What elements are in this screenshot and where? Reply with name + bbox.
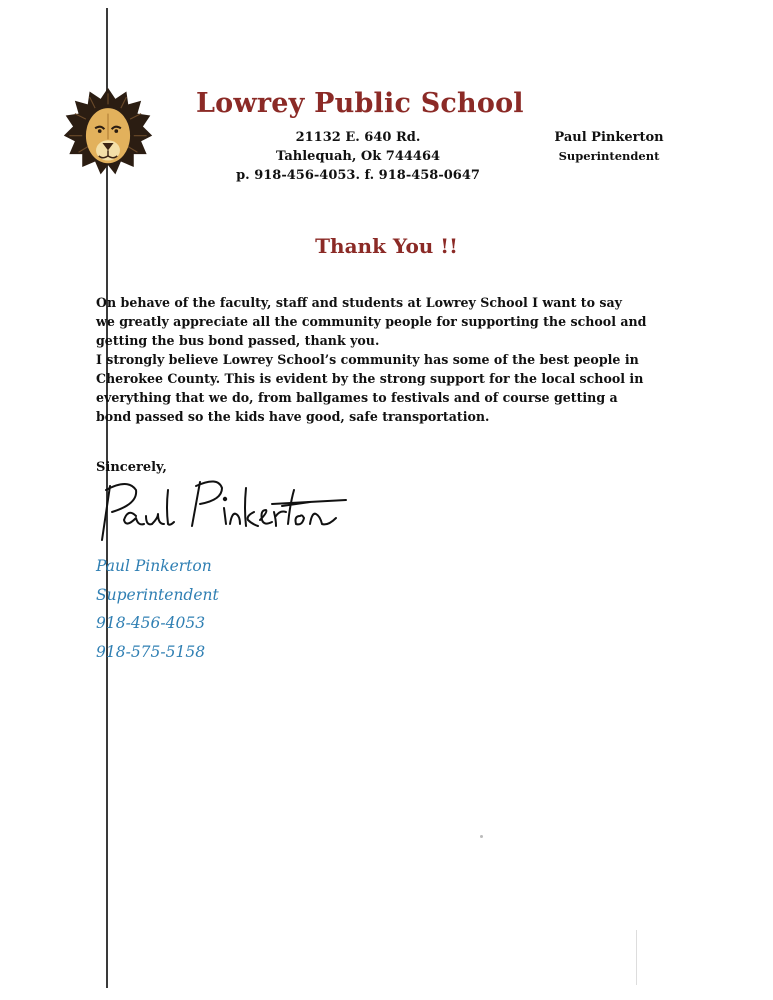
signer-phone-1: 918-456-4053 (96, 614, 206, 632)
lion-head-icon (62, 86, 154, 178)
handwritten-signature (96, 468, 356, 548)
body-line: bond passed so the kids have good, safe transportation. (96, 409, 490, 424)
signer-name: Paul Pinkerton (96, 557, 212, 575)
closing: Sincerely, (96, 460, 167, 475)
body-line: I strongly believe Lowrey School’s community has some of the best people in (96, 352, 639, 367)
body-line: On behave of the faculty, staff and students at Lowrey School I want to say (96, 295, 622, 310)
letterhead-contact (536, 128, 682, 166)
letter-heading: Thank You !! (315, 234, 458, 258)
scan-speck (480, 835, 483, 838)
address-city: Tahlequah, Ok 744464 (275, 149, 441, 164)
school-address (200, 128, 516, 185)
scan-edge-line (636, 930, 637, 985)
body-line: everything that we do, from ballgames to festivals and of course getting a (96, 390, 618, 405)
body-line: getting the bus bond passed, thank you. (96, 333, 380, 348)
body-line: we greatly appreciate all the community people for supporting the school and (96, 314, 647, 329)
school-name: Lowrey Public School (196, 88, 524, 119)
signer-title: Superintendent (96, 585, 219, 604)
contact-name: Paul Pinkerton (554, 130, 664, 145)
letter-body (96, 293, 736, 426)
address-street: 21132 E. 640 Rd. (295, 130, 421, 145)
signer-phone-2: 918-575-5158 (96, 642, 206, 661)
signature-block (96, 552, 219, 666)
contact-title: Superintendent (558, 149, 660, 163)
body-line: Cherokee County. This is evident by the strong support for the local school in (96, 371, 644, 386)
phone-fax: p. 918-456-4053. f. 918-458-0647 (236, 168, 480, 183)
